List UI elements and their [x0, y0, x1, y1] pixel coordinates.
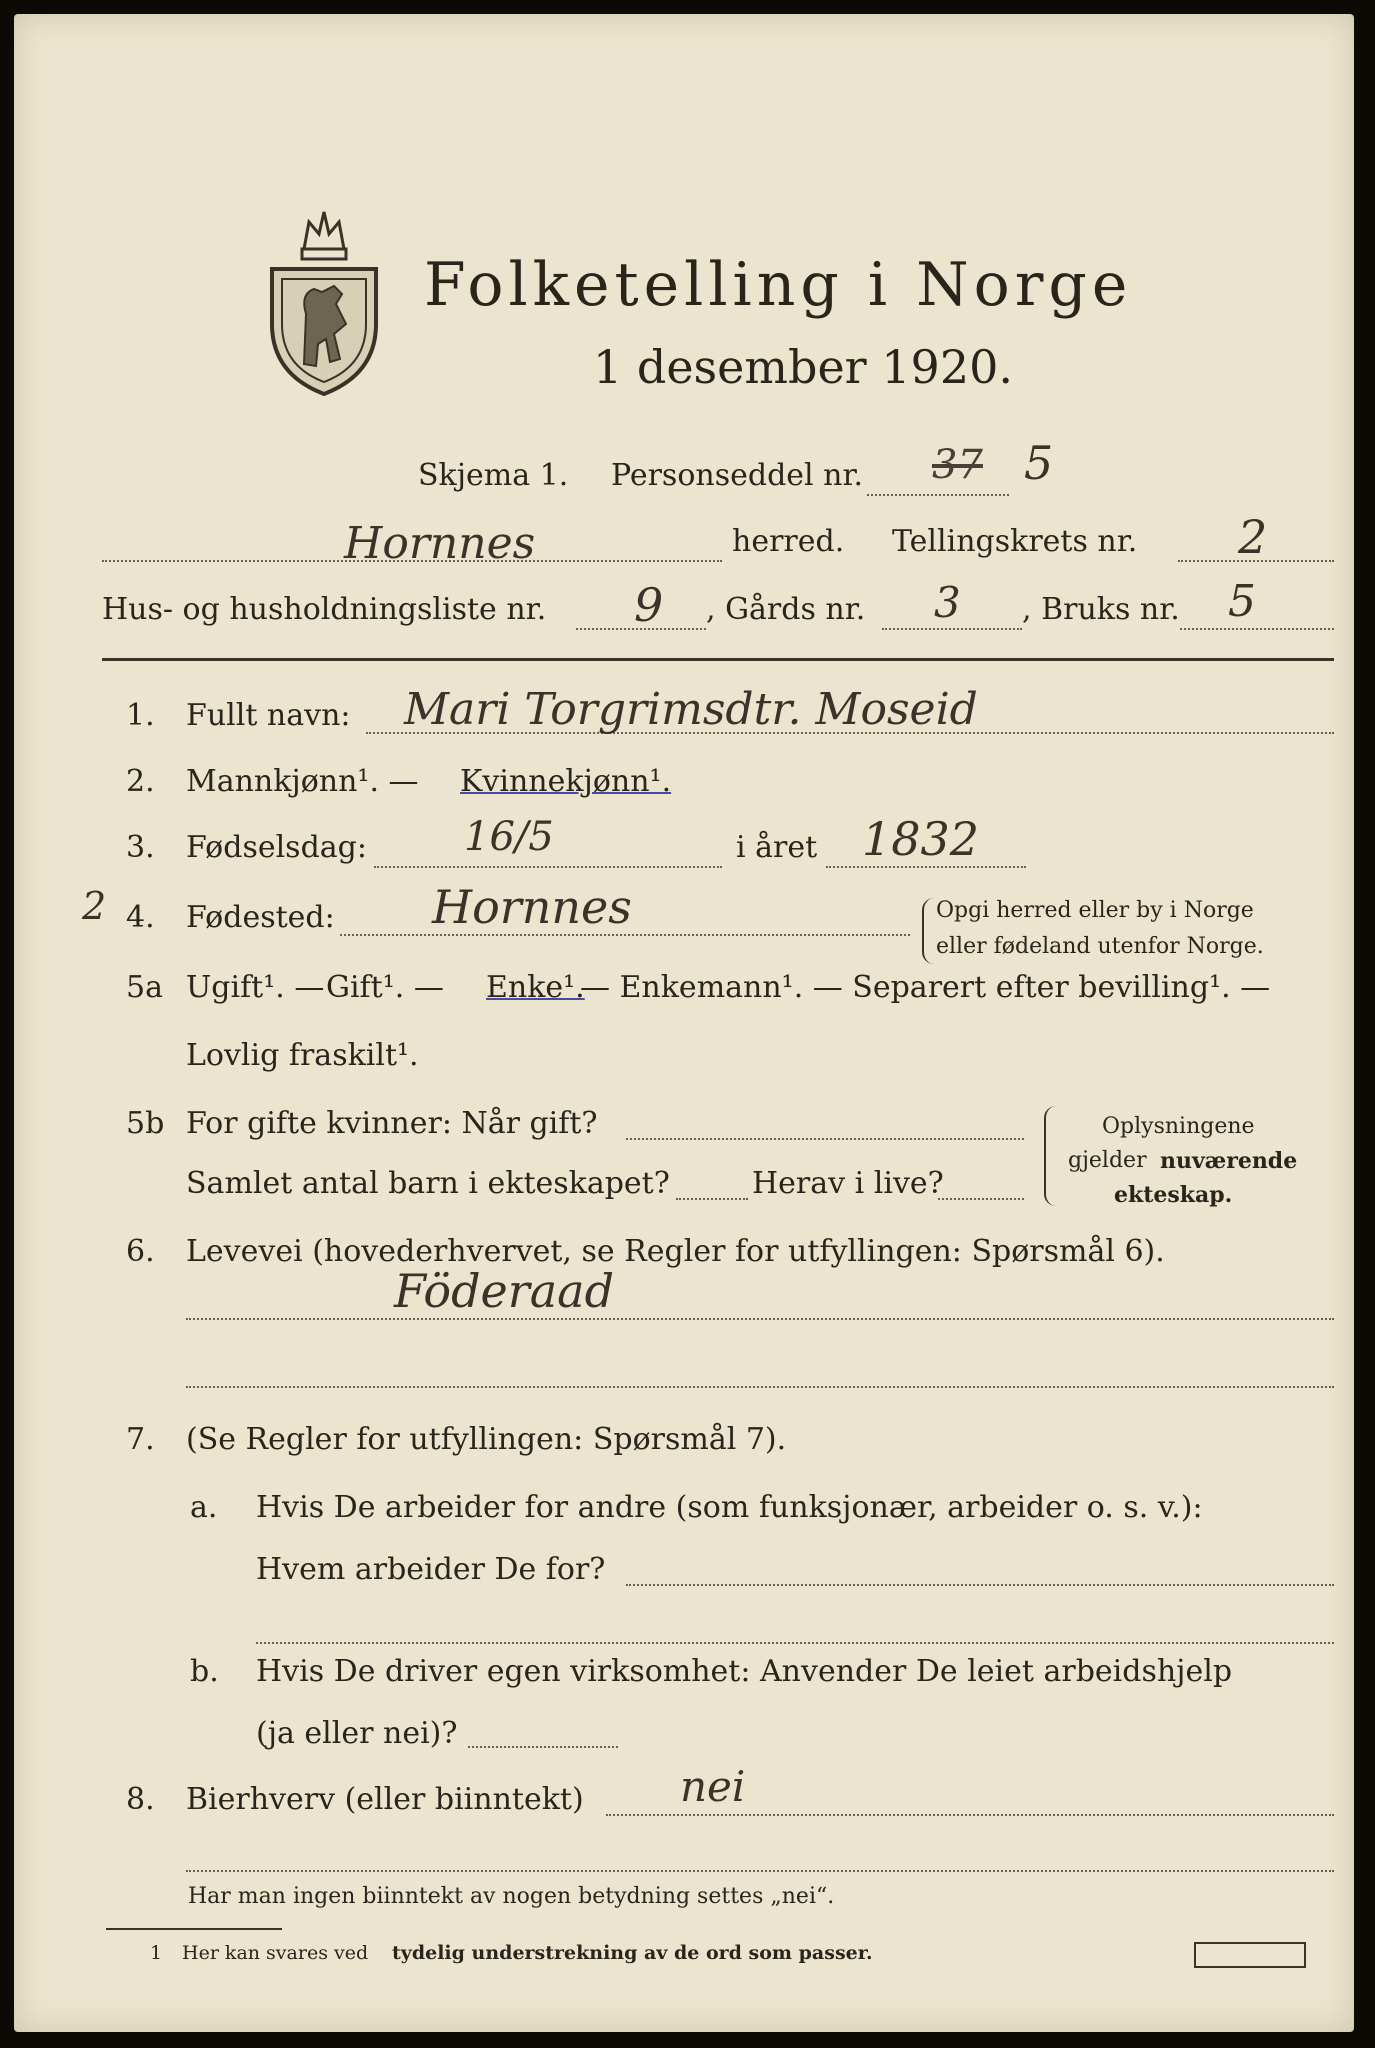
q4-note-1: Opgi herred eller by i Norge — [936, 898, 1254, 923]
q5b-line-2b: Herav i live? — [752, 1166, 944, 1201]
q5b-note-3: ekteskap. — [1114, 1182, 1233, 1208]
hus-label: Hus- og husholdningsliste nr. — [102, 592, 547, 627]
schema-label: Skjema 1. — [418, 458, 569, 493]
census-date: 1 desember 1920. — [593, 340, 1013, 394]
q1-value: Mari Torgrimsdtr. Moseid — [404, 684, 978, 735]
q3-year-value: 1832 — [862, 812, 980, 866]
q7a-dotline-2 — [256, 1642, 1334, 1644]
coat-of-arms-icon — [264, 194, 384, 404]
q4-brace — [922, 898, 934, 964]
q8-dotline-2 — [186, 1870, 1334, 1872]
gards-dotline — [882, 628, 1022, 630]
q8-number: 8. — [126, 1782, 155, 1817]
q5b-line-1: For gifte kvinner: Når gift? — [186, 1106, 598, 1141]
herred-value: Hornnes — [344, 518, 536, 569]
printer-stamp-icon — [1194, 1942, 1306, 1968]
q4-value: Hornnes — [432, 880, 632, 934]
q5b-brace — [1044, 1106, 1060, 1206]
q3-value: 16/5 — [464, 814, 554, 860]
q7-number: 7. — [126, 1422, 155, 1457]
q5b-line-2b-dotline — [938, 1198, 1024, 1200]
q6-dotline-2 — [186, 1386, 1334, 1388]
q8-label: Bierhverv (eller biinntekt) — [186, 1782, 584, 1817]
footnote-mark: 1 — [150, 1942, 163, 1964]
q7b-number: b. — [190, 1654, 219, 1689]
gards-label: , Gårds nr. — [706, 592, 866, 627]
bruks-dotline — [1180, 628, 1334, 630]
q6-label: Levevei (hovederhvervet, se Regler for utfyllingen: Spørsmål 6). — [186, 1234, 1165, 1269]
q6-number: 6. — [126, 1234, 155, 1269]
q5b-line-2a-dotline — [676, 1198, 748, 1200]
q7a-line-1: Hvis De arbeider for andre (som funksjonær, arbeider o. s. v.): — [256, 1490, 1203, 1525]
q7b-line-1: Hvis De driver egen virksomhet: Anvender De leiet arbeidshjelp — [256, 1654, 1233, 1689]
q4-dotline — [340, 934, 910, 936]
herred-label: herred. — [732, 524, 845, 559]
hus-value: 9 — [634, 578, 664, 632]
q4-note-2: eller fødeland utenfor Norge. — [936, 934, 1264, 959]
personseddel-dotline — [867, 494, 1009, 496]
q5b-number: 5b — [126, 1106, 165, 1141]
q2-number: 2. — [126, 764, 155, 799]
q5b-line-2a: Samlet antal barn i ekteskapet? — [186, 1166, 670, 1201]
q2-male: Mannkjønn¹. — — [186, 764, 419, 799]
q3-year-label: i året — [736, 830, 818, 865]
q6-value: Föderaad — [394, 1264, 615, 1318]
q8-dotline-1 — [606, 1814, 1334, 1816]
q5a-enke: Enke¹. — [486, 970, 585, 1005]
footnote-text-b: tydelig understrekning av de ord som passer. — [392, 1942, 873, 1964]
q7-label: (Se Regler for utfyllingen: Spørsmål 7). — [186, 1422, 787, 1457]
q7a-number: a. — [190, 1490, 218, 1525]
q5b-line-1-dotline — [626, 1138, 1024, 1140]
q7b-dotline — [468, 1746, 618, 1748]
q1-number: 1. — [126, 698, 155, 733]
tellingskrets-value: 2 — [1238, 510, 1268, 564]
footnote-rule — [106, 1928, 282, 1930]
tellingskrets-label: Tellingskrets nr. — [892, 524, 1138, 559]
q5a-line-2: Lovlig fraskilt¹. — [186, 1038, 419, 1073]
q5a-gift: Gift¹. — — [326, 970, 444, 1005]
q3-dotline — [374, 866, 722, 868]
q2-female: Kvinnekjønn¹. — [460, 764, 672, 799]
q5a-number: 5a — [126, 970, 163, 1005]
q7a-line-2: Hvem arbeider De for? — [256, 1552, 606, 1587]
bruks-value: 5 — [1228, 576, 1256, 627]
q7b-line-2: (ja eller nei)? — [256, 1716, 458, 1751]
q5b-note-2a: gjelder — [1068, 1148, 1147, 1173]
q3-label: Fødselsdag: — [186, 830, 367, 865]
note-bottom: Har man ingen biinntekt av nogen betydning settes „nei“. — [188, 1884, 835, 1909]
census-form — [14, 14, 1354, 2032]
q1-label: Fullt navn: — [186, 698, 351, 733]
personseddel-value: 5 — [1024, 436, 1054, 490]
form-title: Folketelling i Norge — [424, 250, 1133, 320]
q4-label: Fødested: — [186, 900, 335, 935]
bruks-label: , Bruks nr. — [1022, 592, 1180, 627]
q4-margin-mark: 2 — [82, 884, 107, 928]
q4-number: 4. — [126, 900, 155, 935]
personseddel-label: Personseddel nr. — [611, 458, 864, 493]
q5a-ugift: Ugift¹. — — [186, 970, 325, 1005]
footnote-text-a: Her kan svares ved — [182, 1942, 369, 1964]
q7a-dotline-1 — [626, 1584, 1334, 1586]
personseddel-struck: 37 — [932, 442, 983, 488]
q5b-note-1: Oplysningene — [1102, 1114, 1255, 1139]
q6-dotline-1 — [186, 1318, 1334, 1320]
q3-number: 3. — [126, 830, 155, 865]
q5b-note-2b: nuværende — [1160, 1148, 1298, 1174]
header-divider — [102, 658, 1334, 661]
gards-value: 3 — [934, 578, 961, 627]
q5a-rest: — Enkemann¹. — Separert efter bevilling¹. — — [580, 970, 1271, 1005]
q8-value: nei — [680, 1762, 746, 1811]
q3-year-dotline — [826, 866, 1026, 868]
